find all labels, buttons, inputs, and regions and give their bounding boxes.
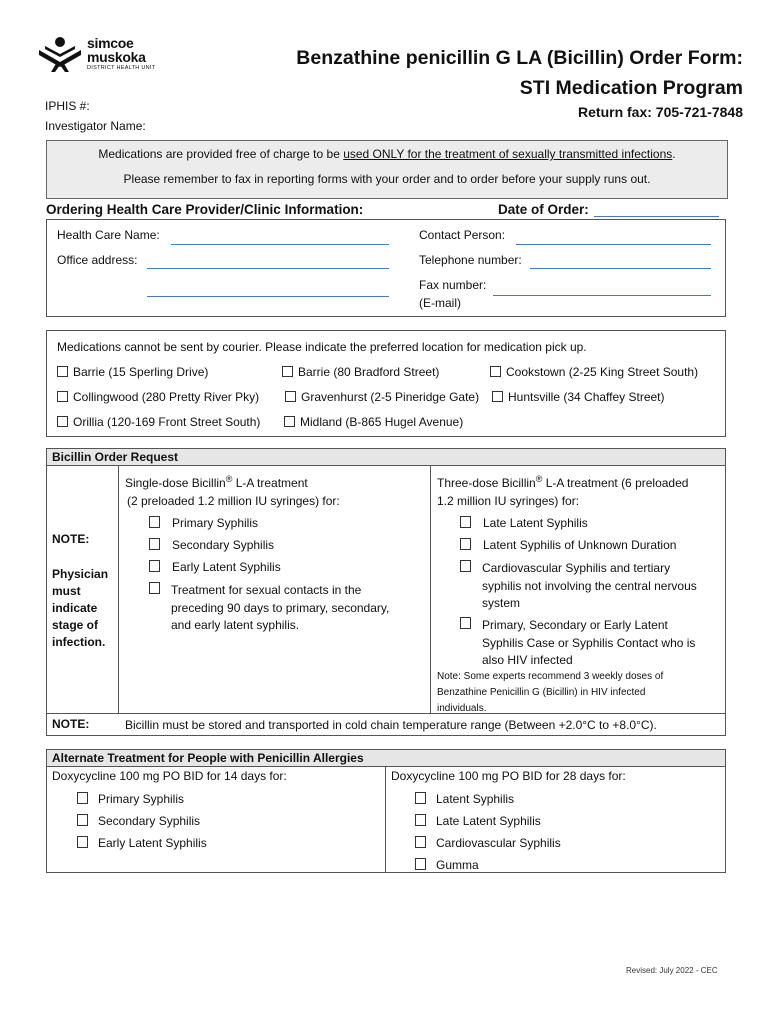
checkbox-icon[interactable] xyxy=(149,582,160,594)
bicillin-heading: Bicillin Order Request xyxy=(52,450,179,464)
checkbox-icon[interactable] xyxy=(285,391,296,402)
option-label: Secondary Syphilis xyxy=(98,814,201,828)
checkbox-icon[interactable] xyxy=(415,792,426,804)
pickup-option-gravenhurst[interactable] xyxy=(285,390,479,404)
three-dose-subtitle: 1.2 million IU syringes) for: xyxy=(437,494,580,508)
pickup-label: Collingwood (280 Pretty River Pky) xyxy=(73,390,260,404)
storage-note-label: NOTE: xyxy=(52,717,90,731)
logo-text-simcoe: simcoe xyxy=(87,35,134,51)
single-option-primary[interactable] xyxy=(149,516,258,530)
three-option-hiv[interactable] xyxy=(460,617,471,631)
option-label: Latent Syphilis of Unknown Duration xyxy=(483,538,677,552)
checkbox-icon[interactable] xyxy=(415,836,426,848)
three-option-unknown-duration[interactable] xyxy=(460,538,676,552)
note-line: indicate xyxy=(52,601,98,615)
fax-number-label: Fax number: xyxy=(419,278,487,292)
pickup-option-midland[interactable] xyxy=(284,415,463,429)
pickup-option-barrie-sperling[interactable] xyxy=(57,365,208,379)
registered-mark: ® xyxy=(535,474,543,484)
logo-figure-icon xyxy=(37,36,83,72)
option-label: Primary Syphilis xyxy=(172,516,259,530)
date-of-order-label: Date of Order: xyxy=(498,202,589,217)
alternate-col1-title: Doxycycline 100 mg PO BID for 14 days for: xyxy=(52,769,287,783)
option-label: Gumma xyxy=(436,858,479,872)
expert-note-line: Benzathine Penicillin G (Bicillin) in HIV infected xyxy=(437,687,646,698)
single-dose-subtitle: (2 preloaded 1.2 million IU syringes) for: xyxy=(127,494,340,508)
contact-person-label: Contact Person: xyxy=(419,228,506,242)
logo-text-dhu: DISTRICT HEALTH UNIT xyxy=(87,65,156,71)
note-line: infection. xyxy=(52,635,106,649)
health-care-name-field[interactable] xyxy=(171,244,389,245)
note-line: Physician xyxy=(52,567,109,581)
option-label-line: preceding 90 days to primary, secondary, xyxy=(171,600,390,615)
option-label-line: Cardiovascular Syphilis and tertiary xyxy=(482,561,671,575)
pickup-label: Barrie (80 Bradford Street) xyxy=(298,365,440,379)
pickup-option-huntsville[interactable] xyxy=(492,390,665,404)
single-dose-title-a: Single-dose Bicillin xyxy=(125,476,226,490)
date-of-order-field[interactable] xyxy=(594,216,719,217)
option-label-line: Treatment for sexual contacts in the xyxy=(171,583,362,597)
checkbox-icon[interactable] xyxy=(490,366,501,377)
option-label: Late Latent Syphilis xyxy=(436,814,541,828)
notice-line1 xyxy=(47,147,727,161)
form-title-line1: Benzathine penicillin G LA (Bicillin) Order Form: xyxy=(296,47,743,69)
checkbox-icon[interactable] xyxy=(460,560,471,572)
three-option-hiv-label xyxy=(482,617,695,670)
pickup-label: Midland (B-865 Hugel Avenue) xyxy=(300,415,464,429)
registered-mark: ® xyxy=(225,474,233,484)
alt14-option-early-latent[interactable] xyxy=(77,836,207,850)
email-label: (E-mail) xyxy=(419,296,461,310)
three-option-late-latent[interactable] xyxy=(460,516,588,530)
three-dose-title xyxy=(437,474,688,490)
single-dose-title xyxy=(125,474,308,490)
pickup-label: Cookstown (2-25 King Street South) xyxy=(506,365,699,379)
contact-person-field[interactable] xyxy=(516,244,711,245)
checkbox-icon[interactable] xyxy=(415,858,426,870)
checkbox-icon[interactable] xyxy=(149,560,160,572)
option-label-line: system xyxy=(482,596,521,610)
telephone-field[interactable] xyxy=(530,268,711,269)
option-label: Early Latent Syphilis xyxy=(172,560,281,574)
checkbox-icon[interactable] xyxy=(460,516,471,528)
divider xyxy=(385,766,386,873)
option-label: Early Latent Syphilis xyxy=(98,836,207,850)
health-care-name-label: Health Care Name: xyxy=(57,228,160,242)
single-option-secondary[interactable] xyxy=(149,538,274,552)
single-option-early-latent[interactable] xyxy=(149,560,281,574)
bicillin-note-label: NOTE: xyxy=(52,532,90,546)
fax-number-field[interactable] xyxy=(493,295,711,296)
checkbox-icon[interactable] xyxy=(460,538,471,550)
checkbox-icon[interactable] xyxy=(57,391,68,402)
storage-note: Bicillin must be stored and transported in cold chain temperature range (Between +2.0°C to +8.0°C). xyxy=(125,718,657,732)
divider xyxy=(46,465,726,466)
pickup-instruction: Medications cannot be sent by courier. Please indicate the preferred location for medication pick up. xyxy=(57,340,587,354)
pickup-label: Huntsville (34 Chaffey Street) xyxy=(508,390,665,404)
pickup-option-barrie-bradford[interactable] xyxy=(282,365,439,379)
investigator-label: Investigator Name: xyxy=(45,119,146,133)
notice-line2: Please remember to fax in reporting forms with your order and to order before your supply runs out. xyxy=(123,172,651,186)
alternate-col2-title: Doxycycline 100 mg PO BID for 28 days for: xyxy=(391,769,626,783)
option-label: Primary Syphilis xyxy=(98,792,185,806)
notice-line1-underlined: used ONLY for the treatment of sexually transmitted infections xyxy=(343,147,673,161)
revision-note: Revised: July 2022 - CEC xyxy=(626,966,718,975)
office-address-field-1[interactable] xyxy=(147,268,389,269)
notice-line1-post: . xyxy=(672,147,676,161)
logo xyxy=(37,36,187,76)
divider xyxy=(46,766,726,767)
option-label: Late Latent Syphilis xyxy=(483,516,588,530)
divider xyxy=(430,465,431,713)
provider-heading: Ordering Health Care Provider/Clinic Information: xyxy=(46,202,364,217)
alt28-option-latent[interactable] xyxy=(415,792,514,806)
form-title-line2: STI Medication Program xyxy=(519,77,743,99)
checkbox-icon[interactable] xyxy=(57,416,68,427)
return-fax: Return fax: 705-721-7848 xyxy=(578,104,743,120)
option-label: Cardiovascular Syphilis xyxy=(436,836,561,850)
expert-note xyxy=(437,669,663,717)
checkbox-icon[interactable] xyxy=(284,416,295,427)
checkbox-icon[interactable] xyxy=(460,617,471,629)
checkbox-icon[interactable] xyxy=(57,366,68,377)
pickup-label: Orillia (120-169 Front Street South) xyxy=(73,415,261,429)
office-address-label: Office address: xyxy=(57,253,138,267)
pickup-label: Barrie (15 Sperling Drive) xyxy=(73,365,209,379)
note-line: must xyxy=(52,584,81,598)
option-label-line: Syphilis Case or Syphilis Contact who is xyxy=(482,635,696,650)
alternate-heading: Alternate Treatment for People with Penicillin Allergies xyxy=(52,751,364,765)
pickup-label: Gravenhurst (2-5 Pineridge Gate) xyxy=(301,390,480,404)
expert-note-line: Note: Some experts recommend 3 weekly doses of xyxy=(437,671,664,682)
option-label-line: and early latent syphilis. xyxy=(171,618,300,632)
alt28-option-cardiovascular[interactable] xyxy=(415,836,561,850)
pickup-option-orillia[interactable] xyxy=(57,415,260,429)
logo-text-muskoka: muskoka xyxy=(87,49,146,65)
alternate-table xyxy=(46,749,726,873)
single-option-contacts[interactable] xyxy=(149,582,160,596)
alt28-option-late-latent[interactable] xyxy=(415,814,541,828)
checkbox-icon[interactable] xyxy=(77,792,88,804)
pickup-option-cookstown[interactable] xyxy=(490,365,698,379)
option-label: Latent Syphilis xyxy=(436,792,515,806)
checkbox-icon[interactable] xyxy=(415,814,426,826)
alt14-option-secondary[interactable] xyxy=(77,814,200,828)
checkbox-icon[interactable] xyxy=(149,538,160,550)
checkbox-icon[interactable] xyxy=(77,836,88,848)
checkbox-icon[interactable] xyxy=(492,391,503,402)
pickup-option-collingwood[interactable] xyxy=(57,390,259,404)
alt28-option-gumma[interactable] xyxy=(415,858,479,872)
option-label: Secondary Syphilis xyxy=(172,538,275,552)
alt14-option-primary[interactable] xyxy=(77,792,184,806)
bicillin-note-text xyxy=(52,566,108,651)
option-label-line: syphilis not involving the central nervous xyxy=(482,578,697,593)
note-line: stage of xyxy=(52,618,99,632)
checkbox-icon[interactable] xyxy=(77,814,88,826)
option-label-line: also HIV infected xyxy=(482,653,573,667)
iphis-label: IPHIS #: xyxy=(45,99,90,113)
telephone-label: Telephone number: xyxy=(419,253,522,267)
single-dose-title-b: L-A treatment xyxy=(232,476,308,490)
single-option-contacts-label xyxy=(171,582,389,635)
three-dose-title-b: L-A treatment (6 preloaded xyxy=(542,476,689,490)
three-option-cardiovascular[interactable] xyxy=(460,560,471,574)
three-dose-title-a: Three-dose Bicillin xyxy=(437,476,536,490)
office-address-field-2[interactable] xyxy=(147,296,389,297)
option-label-line: Primary, Secondary or Early Latent xyxy=(482,618,668,632)
notice-box xyxy=(46,140,728,199)
three-option-cardiovascular-label xyxy=(482,560,697,613)
expert-note-line: individuals. xyxy=(437,703,487,714)
checkbox-icon[interactable] xyxy=(149,516,160,528)
notice-line1-pre: Medications are provided free of charge to be xyxy=(98,147,344,161)
checkbox-icon[interactable] xyxy=(282,366,293,377)
divider xyxy=(118,465,119,713)
